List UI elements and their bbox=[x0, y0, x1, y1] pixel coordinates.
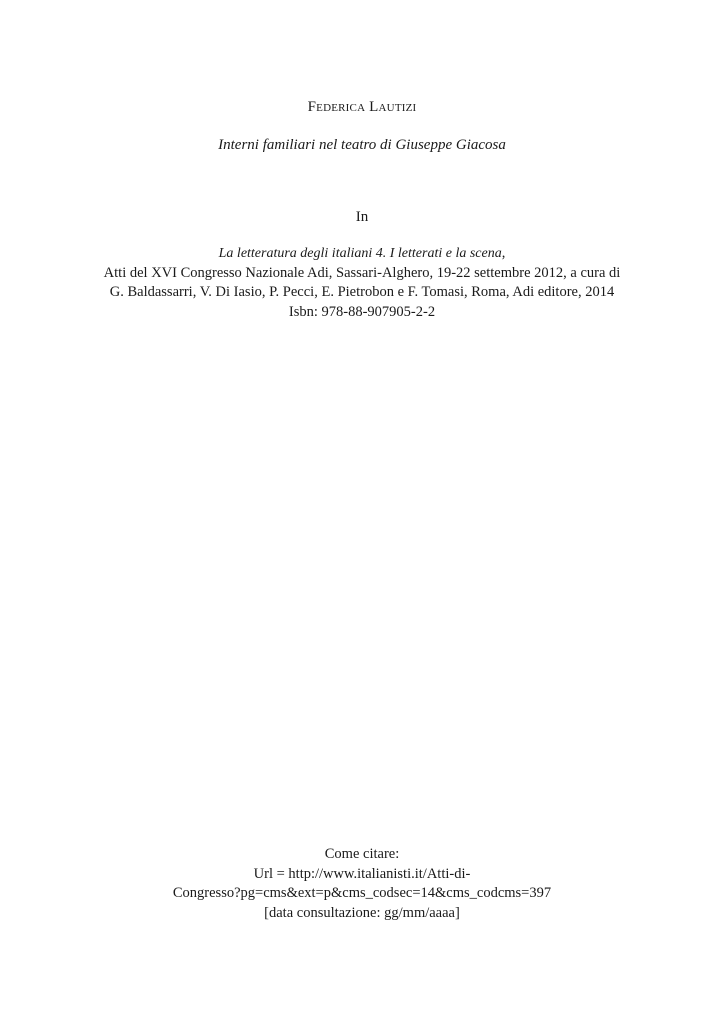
source-citation bbox=[0, 244, 724, 322]
in-label: In bbox=[355, 209, 369, 225]
author-name-text: Federica Lautizi bbox=[307, 99, 417, 115]
access-date-line: [data consultazione: gg/mm/aaaa] bbox=[264, 904, 460, 921]
url-line-2: Congresso?pg=cms&ext=p&cms_codsec=14&cms_codcms=397 bbox=[172, 885, 552, 901]
how-to-cite-heading: Come citare: bbox=[324, 846, 400, 862]
editors-line: G. Baldassarri, V. Di Iasio, P. Pecci, E. Pietrobon e F. Tomasi, Roma, Adi editore, 2014 bbox=[109, 284, 615, 300]
how-to-cite bbox=[0, 845, 724, 923]
book-title: La letteratura degli italiani 4. I letterati e la scena bbox=[218, 246, 502, 261]
author-name bbox=[0, 99, 724, 116]
url-line-1: Url = http://www.italianisti.it/Atti-di- bbox=[253, 865, 471, 882]
proceedings-line: Atti del XVI Congresso Nazionale Adi, Sassari-Alghero, 19-22 settembre 2012, a cura di bbox=[103, 264, 621, 281]
paper-title: Interni familiari nel teatro di Giuseppe Giacosa bbox=[218, 137, 506, 153]
isbn-line: Isbn: 978-88-907905-2-2 bbox=[288, 303, 436, 320]
book-title-line bbox=[0, 244, 724, 264]
book-title-suffix: , bbox=[501, 245, 506, 261]
